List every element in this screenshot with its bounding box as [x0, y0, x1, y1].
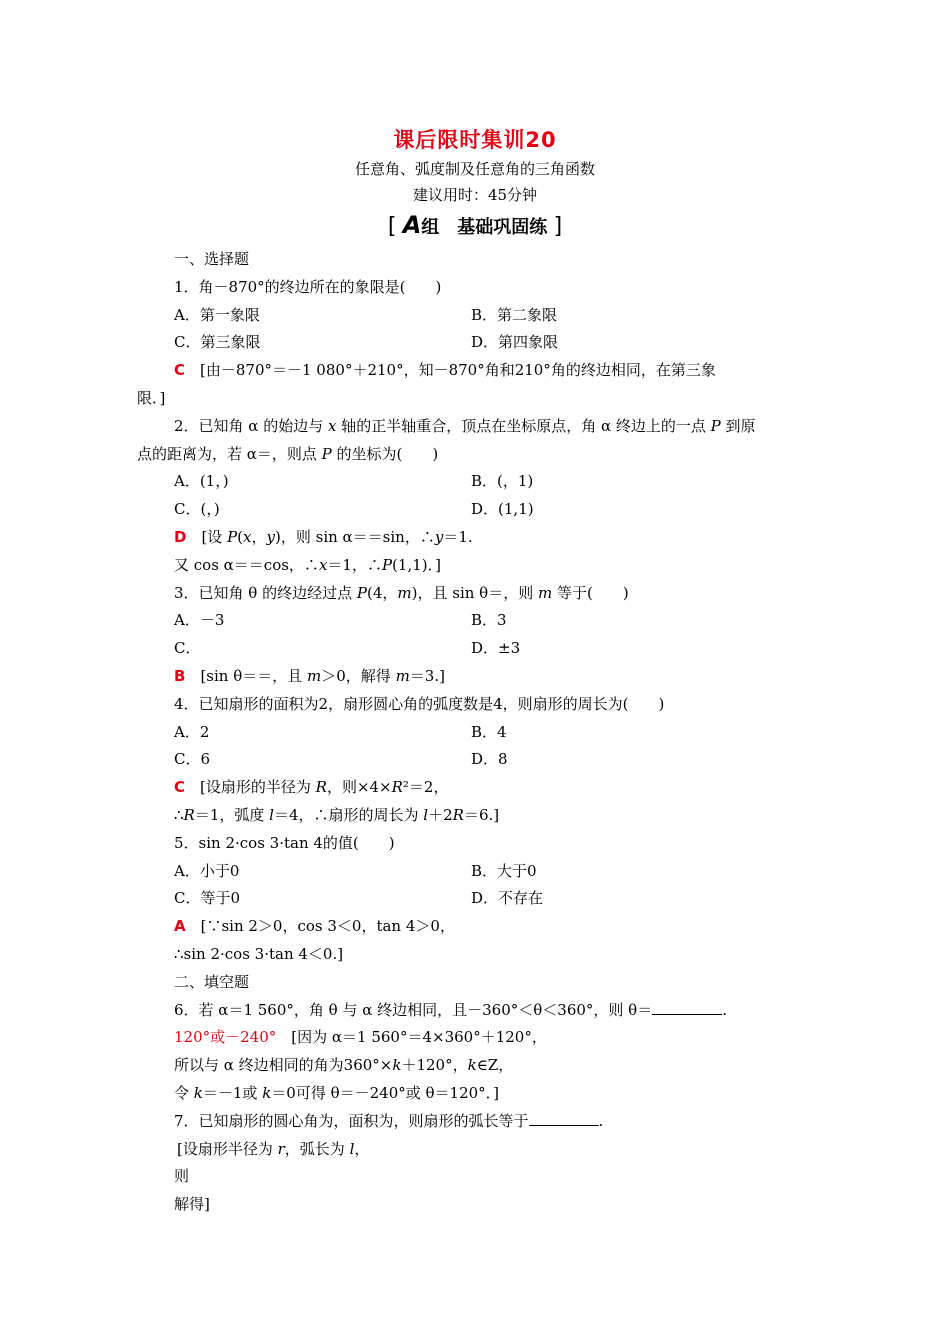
text-segment: P: [227, 527, 238, 546]
answer-letter: D: [174, 527, 187, 546]
text-line: [137, 941, 817, 969]
answer-letter: C: [174, 778, 186, 797]
text-line: [137, 719, 817, 747]
text-segment: ＝1，∴: [327, 555, 382, 574]
answer-option: B．第二象限: [471, 305, 558, 324]
text-segment: r: [277, 1139, 285, 1158]
text-line: [137, 858, 817, 886]
text-segment: [设扇形的半径为: [185, 778, 316, 797]
text-line: [137, 746, 817, 774]
text-segment: P: [710, 416, 721, 435]
fill-blank: [529, 1111, 599, 1126]
text-segment: 所以与 α 终边相同的角为360°×: [174, 1056, 393, 1075]
text-segment: [因为 α＝1 560°＝4×360°＋120°，: [276, 1028, 547, 1047]
text-line: [137, 357, 817, 385]
text-line: [137, 302, 817, 330]
text-segment: 6．若 α＝1 560°，角 θ 与 α 终边相同，且－360°＜θ＜360°，则 θ＝: [174, 1000, 653, 1019]
text-line: [137, 1052, 817, 1080]
group-letter: A: [402, 211, 422, 239]
answer-option: A．2: [174, 722, 210, 741]
text-line: [137, 1080, 817, 1108]
text-segment: 7．已知扇形的圆心角为，面积为，则扇形的弧长等于: [174, 1111, 529, 1130]
text-segment: ＝6.]: [463, 805, 500, 824]
text-segment: y: [434, 527, 444, 546]
text-segment: x: [243, 527, 252, 546]
text-segment: 等于( ): [552, 583, 629, 602]
page-subtitle: 任意角、弧度制及任意角的三角函数: [354, 160, 595, 178]
text-segment: [由－870°＝－1 080°＋210°，知－870°角和210°角的终边相同，在第三象: [185, 361, 716, 380]
text-segment: l: [423, 805, 429, 824]
answer-option: D．±3: [471, 639, 521, 658]
text-line: [137, 607, 817, 635]
answer-option: D．(1,1): [471, 500, 534, 519]
answer-option: A．小于0: [174, 861, 240, 880]
text-segment: P: [381, 555, 393, 574]
text-segment: 1．角－870°的终边所在的象限是( ): [174, 277, 442, 296]
text-segment: 到原: [720, 416, 756, 435]
fill-blank: [652, 1000, 722, 1015]
text-segment: k: [392, 1056, 402, 1075]
text-segment: 则: [174, 1167, 190, 1186]
answer-option: C．(，): [174, 500, 220, 519]
text-segment: m: [397, 583, 412, 602]
text-segment: k: [193, 1083, 203, 1102]
suggested-time: 建议用时：45分钟: [412, 186, 538, 204]
text-line: [137, 830, 817, 858]
answer-option: C．: [174, 639, 201, 658]
text-segment: .: [598, 1111, 604, 1130]
text-segment: 二、填空题: [174, 972, 250, 991]
text-segment: R: [183, 805, 195, 824]
text-line: [137, 552, 817, 580]
group-heading: [0, 211, 950, 239]
text-line: [137, 663, 817, 691]
text-segment: k: [262, 1083, 272, 1102]
text-line: [137, 802, 817, 830]
text-segment: m: [395, 666, 410, 685]
text-line: [137, 635, 817, 663]
text-segment: 轴的正半轴重合，顶点在坐标原点，角 α 终边上的一点: [336, 416, 711, 435]
text-segment: ，弧长为: [284, 1139, 350, 1158]
text-segment: 4．已知扇形的面积为2，扇形圆心角的弧度数是4，则扇形的周长为( ): [174, 694, 665, 713]
answer-option: B．(，1): [471, 472, 534, 491]
answer-option: B．4: [471, 722, 507, 741]
text-line: [137, 385, 817, 413]
text-segment: ＋120°，: [401, 1056, 468, 1075]
text-line: [137, 1163, 817, 1191]
text-segment: ＝3.]: [409, 666, 445, 685]
answer-option: D．不存在: [471, 889, 544, 908]
text-segment: ＝－1或: [202, 1083, 263, 1102]
text-segment: k: [467, 1056, 477, 1075]
answer-letter: C: [174, 361, 186, 380]
text-segment: P: [321, 444, 332, 463]
text-segment: y: [266, 527, 275, 546]
text-segment: 又 cos α＝＝cos，∴: [174, 555, 319, 574]
text-segment: 的坐标为( ): [331, 444, 439, 463]
text-segment: )，则 sin α＝＝sin，∴: [275, 527, 435, 546]
text-line: [137, 885, 817, 913]
answer-letter: B: [174, 666, 186, 685]
answer-option: A．(1，): [174, 472, 229, 491]
text-line: [137, 691, 817, 719]
text-segment: ²＝2，: [402, 778, 449, 797]
text-segment: ＋2: [428, 805, 453, 824]
text-segment: ＝1，弧度: [194, 805, 270, 824]
text-segment: (1,1)．]: [392, 555, 441, 574]
text-segment: 3．已知角 θ 的终边经过点: [174, 583, 357, 602]
text-line: [137, 1108, 817, 1136]
text-segment: 2．已知角 α 的始边与: [174, 416, 328, 435]
text-line: [137, 468, 817, 496]
text-segment: 一、选择题: [174, 250, 250, 268]
text-segment: R: [315, 778, 327, 797]
text-segment: 5．sin 2·cos 3·tan 4的值( ): [174, 833, 395, 852]
text-segment: ，则×4×: [326, 778, 392, 797]
answer-option: C．等于0: [174, 889, 241, 908]
text-line: [137, 1136, 817, 1164]
group-bracket-left: [: [387, 214, 397, 239]
text-line: [137, 274, 817, 302]
text-line: [137, 1191, 817, 1219]
answer-option: D．8: [471, 750, 508, 769]
text-segment: [∵sin 2＞0，cos 3＜0，tan 4＞0，: [185, 917, 455, 936]
text-segment: [设扇形半径为: [177, 1139, 278, 1158]
page-title: 课后限时集训20: [393, 128, 557, 152]
text-segment: ＝4，∴扇形的周长为: [273, 805, 424, 824]
text-segment: 解得]: [174, 1195, 210, 1214]
text-segment: 令: [174, 1083, 194, 1102]
text-segment: 点的距离为，若 α＝，则点: [137, 444, 322, 463]
text-segment: ＞0，解得: [321, 666, 396, 685]
text-line: [137, 246, 817, 274]
text-segment: )，且 sin θ＝，则: [411, 583, 538, 602]
text-segment: (4，: [366, 583, 398, 602]
text-segment: ∴sin 2·cos 3·tan 4＜0.]: [174, 944, 344, 963]
answer-option: B．大于0: [471, 861, 537, 880]
text-line: [137, 496, 817, 524]
text-segment: ＝1.: [443, 527, 473, 546]
group-bracket-right: ]: [553, 214, 563, 239]
text-segment: (: [237, 527, 244, 546]
text-segment: [设: [186, 527, 228, 546]
text-segment: l: [269, 805, 274, 824]
answer-option: A．－3: [174, 611, 225, 630]
text-segment: l: [349, 1139, 355, 1158]
text-segment: R: [391, 778, 403, 797]
text-line: [137, 441, 817, 469]
answer-option: A．第一象限: [174, 305, 260, 324]
text-segment: m: [537, 583, 553, 602]
text-segment: [sin θ＝＝，且: [185, 666, 308, 685]
text-line: [137, 580, 817, 608]
text-segment: 限．]: [137, 388, 166, 407]
text-segment: ＝0可得 θ＝－240°或 θ＝120°．]: [271, 1083, 500, 1102]
text-segment: x: [327, 416, 337, 435]
text-segment: x: [318, 555, 328, 574]
text-line: [137, 913, 817, 941]
text-segment: m: [307, 666, 322, 685]
answer-option: C．第三象限: [174, 333, 261, 352]
answer-option: D．第四象限: [471, 333, 559, 352]
text-segment: R: [452, 805, 464, 824]
text-segment: ∈Z，: [476, 1056, 514, 1075]
text-line: [137, 329, 817, 357]
text-line: [137, 524, 817, 552]
text-segment: ，: [354, 1139, 370, 1158]
answer-option: B．3: [471, 611, 507, 630]
text-line: [137, 997, 817, 1025]
text-segment: ∴: [174, 805, 184, 824]
text-line: [137, 1024, 817, 1052]
text-segment: ，: [251, 527, 267, 546]
text-line: [137, 969, 817, 997]
text-segment: .: [722, 1000, 727, 1019]
exercise-body: [137, 246, 817, 1219]
answer-letter: A: [174, 917, 186, 936]
answer-option: C．6: [174, 750, 211, 769]
text-line: [137, 413, 817, 441]
answer-value: 120°或－240°: [174, 1028, 277, 1047]
text-line: [137, 774, 817, 802]
group-label: 组 基础巩固练: [421, 217, 548, 238]
text-segment: P: [356, 583, 367, 602]
